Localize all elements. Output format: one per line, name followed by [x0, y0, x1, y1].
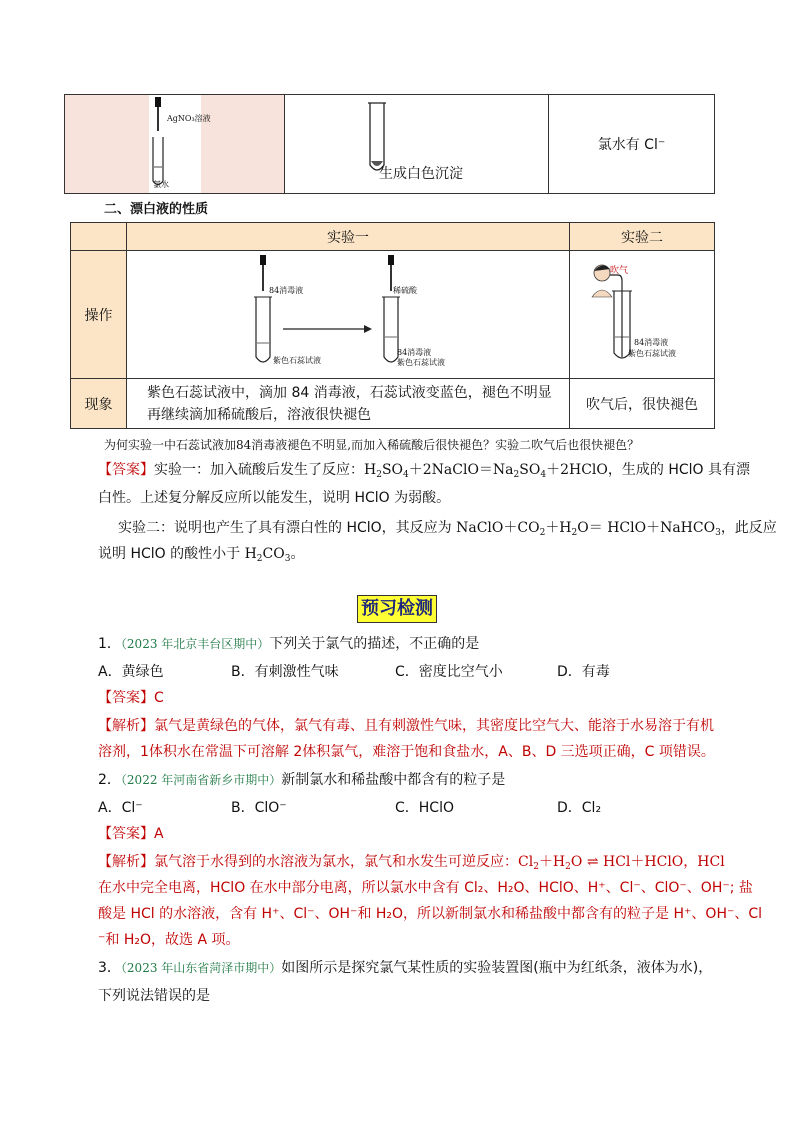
- q2-option-b: B．ClO⁻: [231, 800, 287, 816]
- exp1-content2b-label: 紫色石蕊试液: [397, 358, 445, 367]
- q3-source: （2023 年山东省菏泽市期中）: [120, 961, 282, 975]
- cell-apparatus-image: [65, 95, 285, 194]
- cell-conclusion: [549, 95, 715, 194]
- q2-analysis-line2: 在水中完全电离，HClO 在水中部分电离，所以氯水中含有 Cl₂、H₂O、HClO、H⁺、Cl⁻、ClO⁻、OH⁻; 盐: [98, 880, 753, 896]
- q1-answer-line: [98, 688, 164, 708]
- q2-answer: A: [154, 826, 164, 842]
- exp2-blow-label: 吹气: [610, 266, 629, 276]
- reagent-label: AgNO₃溶液: [167, 114, 211, 123]
- exp1-phenomenon-line2: 再继续滴加稀硫酸后，溶液很快褪色: [147, 406, 371, 423]
- q2-answer-tag: 【答案】: [98, 826, 154, 842]
- q1-stem-line: [98, 634, 479, 654]
- section-title: 二、漂白液的性质: [104, 202, 209, 217]
- q2-stem: 新制氯水和稀盐酸中都含有的粒子是: [281, 772, 506, 788]
- answer1-line2: 白性。上述复分解反应所以能发生，说明 HClO 为弱酸。: [98, 490, 451, 506]
- header-exp1: 实验一: [127, 223, 570, 251]
- exp1-dropper2-label: 稀硫酸: [393, 286, 417, 295]
- exp2-content1-label: 84消毒液: [634, 338, 669, 347]
- answer1-text-b: ，生成的 HClO 具有漂: [607, 462, 751, 478]
- q2-option-d: D．Cl₂: [557, 800, 602, 816]
- q2-answer-line: [98, 824, 164, 844]
- q2-stem-line: [98, 770, 505, 790]
- conclusion-text: 氯水有 Cl⁻: [597, 137, 666, 153]
- answer2-equation: $NaClO+CO_2+H_2O=$ HClO＋NaHCO$_3$: [456, 520, 721, 538]
- q3-number: 3．: [98, 960, 121, 976]
- q1-option-d: D．有毒: [557, 664, 610, 680]
- answer2-formula: $H_2CO_3$。: [244, 546, 305, 564]
- table-bleach-properties: [70, 222, 715, 429]
- q1-analysis-tag: 【解析】: [98, 718, 154, 734]
- q1-answer: C: [154, 690, 164, 706]
- exp1-dropper1-label: 84消毒液: [269, 286, 304, 295]
- header-empty: [71, 223, 127, 251]
- q1-analysis-line1: [98, 716, 714, 736]
- table-chloride-test: [64, 94, 715, 194]
- cell-exp2-phenomenon: 吹气后，很快褪色: [570, 379, 715, 429]
- q1-answer-tag: 【答案】: [98, 690, 154, 706]
- cell-phenomenon: [285, 95, 549, 194]
- q2-analysis-line4: ⁻和 H₂O，故选 A 项。: [98, 932, 240, 948]
- q2-source: （2022 年河南省新乡市期中）: [120, 773, 282, 787]
- q1-option-a: A．黄绿色: [98, 664, 164, 680]
- q2-analysis-line1: [98, 852, 725, 877]
- answer1-equation: $H_2SO_4+2NaClO=Na_2SO_4+2HClO$: [364, 462, 608, 480]
- q1-analysis-line2: 溶剂，1体积水在常温下可溶解 2体积氯气，难溶于饱和食盐水，A、B、D 三选项正确，C 项错误。: [98, 744, 715, 760]
- answer2-text-a: 实验二：说明也产生了具有漂白性的 HClO，其反应为: [118, 520, 457, 536]
- answer2-line1: [118, 518, 777, 543]
- q1-option-c: C．密度比空气小: [395, 664, 503, 680]
- q3-stem-line: [98, 958, 712, 978]
- answer2-line2-text: 说明 HClO 的酸性小于: [98, 546, 245, 562]
- q1-analysis-text1: 氯气是黄绿色的气体，氯气有毒、且有刺激性气味，其密度比空气大、能溶于水易溶于有机: [154, 718, 714, 734]
- answer1-line1: [98, 460, 750, 485]
- q2-analysis-line3: 酸是 HCl 的水溶液，含有 H⁺、Cl⁻、OH⁻和 H₂O，所以新制氯水和稀盐酸中都含有的粒子是 H⁺、OH⁻、Cl: [98, 906, 763, 922]
- q2-analysis-text1: 氯气溶于水得到的水溶液为氯水，氯气和水发生可逆反应：: [154, 854, 518, 870]
- q2-equation: $Cl_2+H_2O$ ⇌ HCl＋HClO，HCl: [518, 854, 725, 872]
- q2-number: 2．: [98, 772, 121, 788]
- exp1-phenomenon-line1: 紫色石蕊试液中，滴加 84 消毒液，石蕊试液变蓝色，褪色不明显: [147, 384, 552, 401]
- q1-source: （2023 年北京丰台区期中）: [120, 637, 270, 651]
- q1-option-b: B．有刺激性气味: [231, 664, 339, 680]
- exp1-content2a-label: 84消毒液: [397, 348, 432, 357]
- header-exp2: 实验二: [570, 223, 715, 251]
- answer1-text-a: 实验一：加入硫酸后发生了反应：: [154, 462, 364, 478]
- row-label-phenomenon: 现象: [71, 379, 127, 429]
- q2-option-c: C．HClO: [395, 800, 454, 816]
- cell-exp1-operation: [127, 251, 570, 379]
- q1-stem: 下列关于氯气的描述，不正确的是: [269, 636, 480, 652]
- sample-label: 氯水: [153, 180, 169, 189]
- q3-stem: 如图所示是探究氯气某性质的实验装置图(瓶中为红纸条，液体为水)，: [281, 960, 713, 976]
- exp1-content1-label: 紫色石蕊试液: [273, 356, 321, 365]
- cell-exp1-phenomenon: [127, 379, 570, 429]
- q1-number: 1．: [98, 636, 121, 652]
- question-line: 为何实验一中石蕊试液加84消毒液褪色不明显,而加入稀硫酸后很快褪色？实验二吹气后也很快褪色？: [104, 438, 640, 452]
- q2-option-a: A．Cl⁻: [98, 800, 143, 816]
- answer2-line2: [98, 544, 304, 569]
- q2-analysis-tag: 【解析】: [98, 854, 154, 870]
- cell-exp2-operation: [570, 251, 715, 379]
- preview-heading: 预习检测: [357, 595, 437, 623]
- phenomenon-text: 生成白色沉淀: [379, 166, 463, 182]
- answer1-tag: 【答案】: [98, 462, 154, 478]
- q3-stem-line2: 下列说法错误的是: [98, 988, 210, 1004]
- exp2-content2-label: 紫色石蕊试液: [628, 349, 676, 358]
- row-label-operation: 操作: [71, 251, 127, 379]
- answer2-text-b: ，此反应: [720, 520, 777, 536]
